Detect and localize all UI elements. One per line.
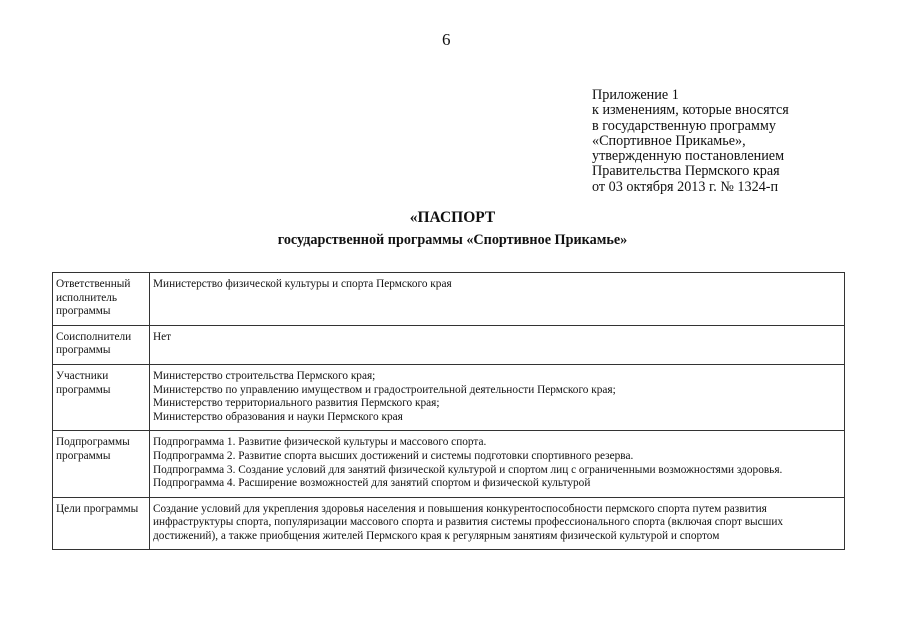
- document-title: «ПАСПОРТ: [409, 209, 496, 226]
- table-row: [53, 497, 845, 549]
- table-row: [53, 431, 845, 497]
- row-label-subprograms: Подпрограммы программы: [53, 431, 150, 497]
- appendix-line: от 03 октября 2013 г. № 1324-п: [592, 178, 779, 195]
- cell-line: Подпрограмма 2. Развитие спорта высших достижений и системы подготовки спортивного резерва.: [153, 449, 634, 462]
- cell-line: Министерство физической культуры и спорта Пермского края: [153, 278, 452, 290]
- appendix-line: к изменениям, которые вносятся: [592, 102, 789, 119]
- cell-line: Нет: [153, 330, 172, 343]
- appendix-block: [592, 88, 789, 195]
- row-value-responsible-executor: [150, 273, 845, 326]
- passport-table: [52, 272, 845, 550]
- row-label-responsible-executor: Ответственный исполнитель программы: [53, 273, 150, 326]
- cell-line: Подпрограмма 1. Развитие физической культуры и массового спорта.: [153, 436, 487, 449]
- cell-line: Создание условий для укрепления здоровья населения и повышения конкурентоспособности пермского спорта путем развития инфраструктуры спорта, популяризации массового спорта и развития системы профессионального спорта (включая спорт высших достижений), а также приобщения жителей Пермского края к регулярным занятиям физической культурой и спортом: [153, 502, 784, 542]
- row-label-participants: Участники программы: [53, 364, 150, 430]
- row-value-subprograms: [150, 431, 845, 497]
- row-value-co-executors: [150, 325, 845, 364]
- table-row: [53, 273, 845, 326]
- row-value-participants: [150, 364, 845, 430]
- appendix-line: Приложение 1: [592, 87, 679, 103]
- row-value-goals: [150, 497, 845, 549]
- table-row: [53, 364, 845, 430]
- cell-line: Министерство по управлению имуществом и градостроительной деятельности Пермского края;: [153, 383, 616, 396]
- page-number: 6: [442, 30, 451, 49]
- row-label-co-executors: Соисполнители программы: [53, 325, 150, 364]
- cell-line: Министерство образования и науки Пермского края: [153, 410, 403, 423]
- appendix-line: утвержденную постановлением: [592, 148, 785, 165]
- table-row: [53, 325, 845, 364]
- appendix-line: в государственную программу: [592, 117, 776, 134]
- document-subtitle: государственной программы «Спортивное Прикамье»: [277, 232, 628, 248]
- cell-line: Подпрограмма 4. Расширение возможностей для занятий спортом и физической культурой: [153, 477, 591, 490]
- cell-line: Подпрограмма 3. Создание условий для занятий физической культурой и спортом лиц с ограниченными возможностями здоровья.: [153, 463, 783, 476]
- appendix-line: Правительства Пермского края: [592, 163, 780, 180]
- appendix-line: «Спортивное Прикамье»,: [592, 132, 746, 149]
- cell-line: Министерство строительства Пермского края;: [153, 369, 376, 382]
- cell-line: Министерство территориального развития Пермского края;: [153, 397, 440, 410]
- row-label-goals: Цели программы: [53, 497, 150, 549]
